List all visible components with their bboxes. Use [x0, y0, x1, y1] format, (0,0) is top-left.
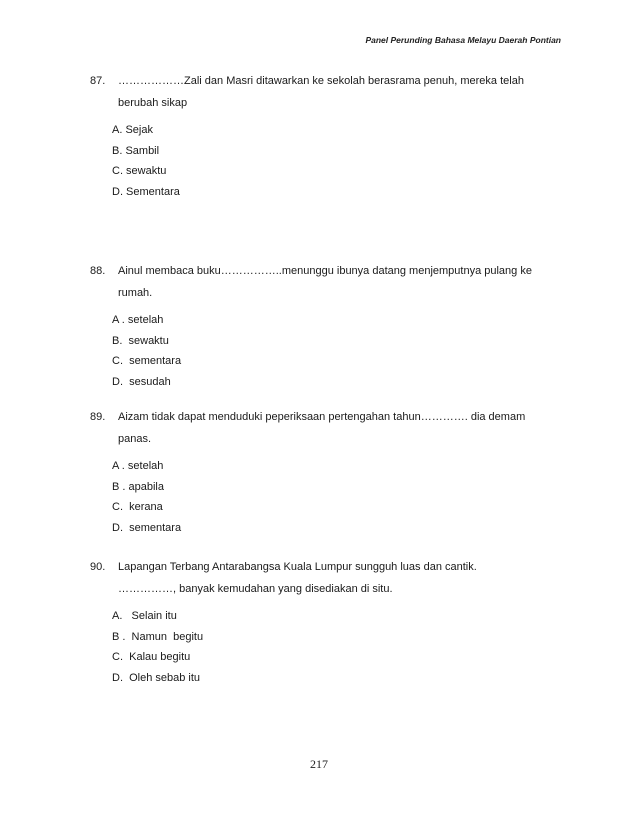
- question-88: [90, 260, 560, 392]
- option-b: B. Sambil: [112, 144, 160, 157]
- option-a: A . setelah: [112, 460, 164, 472]
- page-header: Panel Perunding Bahasa Melayu Daerah Pontian: [365, 35, 561, 45]
- page-number: 217: [310, 757, 328, 771]
- option-c: C. kerana: [112, 501, 163, 513]
- question-text-line1: ………………Zali dan Masri ditawarkan ke sekolah berasrama penuh, mereka telah: [118, 75, 524, 87]
- question-90: [90, 556, 560, 688]
- answer-options: [90, 310, 560, 392]
- question-number: 89.: [90, 411, 106, 423]
- question-text-line1: Aizam tidak dapat menduduki peperiksaan pertengahan tahun…………. dia demam: [118, 411, 526, 423]
- option-b: B . Namun begitu: [112, 630, 204, 643]
- question-text-line2: rumah.: [118, 287, 153, 299]
- option-d: D. sementara: [112, 521, 182, 534]
- option-a: A. Selain itu: [112, 610, 177, 622]
- option-a: A. Sejak: [112, 124, 153, 136]
- question-text-line1: Ainul membaca buku……………..menunggu ibunya datang menjemputnya pulang ke: [118, 265, 532, 277]
- question-number: 88.: [90, 265, 106, 277]
- question-87: [90, 70, 560, 202]
- option-c: C. sementara: [112, 355, 182, 367]
- option-b: B . apabila: [112, 480, 164, 493]
- question-text-line2: panas.: [118, 433, 152, 445]
- option-d: D. Sementara: [112, 185, 180, 198]
- option-c: C. Kalau begitu: [112, 651, 191, 663]
- question-stem: [90, 406, 560, 450]
- answer-options: [90, 456, 560, 538]
- option-d: D. sesudah: [112, 375, 171, 388]
- question-stem: [90, 260, 560, 304]
- question-text-line2: berubah sikap: [118, 97, 188, 109]
- answer-options: [90, 120, 560, 202]
- question-number: 90.: [90, 561, 106, 573]
- option-c: C. sewaktu: [112, 165, 167, 177]
- answer-options: [90, 606, 560, 688]
- question-text-line1: Lapangan Terbang Antarabangsa Kuala Lumpur sungguh luas dan cantik.: [118, 561, 477, 573]
- question-stem: [90, 556, 560, 600]
- option-b: B. sewaktu: [112, 334, 169, 347]
- question-number: 87.: [90, 75, 106, 87]
- option-d: D. Oleh sebab itu: [112, 671, 201, 684]
- question-text-line2: ……………, banyak kemudahan yang disediakan di situ.: [118, 583, 393, 595]
- question-stem: [90, 70, 560, 114]
- question-89: [90, 406, 560, 538]
- option-a: A . setelah: [112, 314, 164, 326]
